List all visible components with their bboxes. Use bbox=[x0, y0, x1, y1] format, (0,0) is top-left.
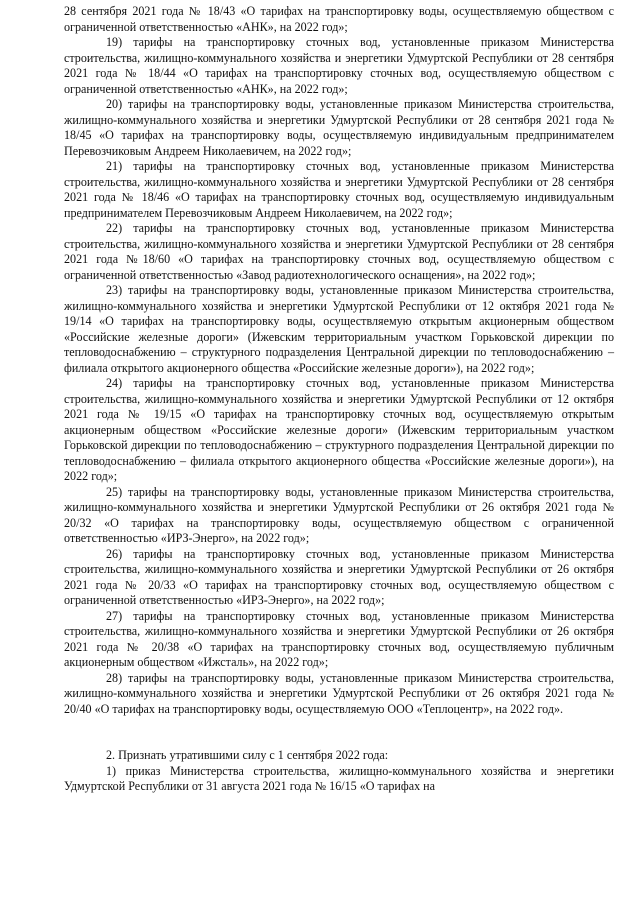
paragraph-item-22: 22) тарифы на транспортировку сточных вод, установленные приказом Министерства строительства, жилищно-коммунального хозяйства и энергетики Удмуртской Республики от 28 сентября 2021 года №18/60 «О тарифах на транспортировку сточных вод, осуществляемую обществом с ограниченной ответственностью «Завод радиотехнологического оснащения», на 2022 год»; bbox=[64, 221, 614, 282]
paragraph-item-19: 19) тарифы на транспортировку сточных вод, установленные приказом Министерства строительства, жилищно-коммунального хозяйства и энергетики Удмуртской Республики от 28 сентября 2021 года № 18/44 «О тарифах на транспортировку сточных вод, осуществляемую обществом с ограниченной ответственностью «АНК», на 2022 год»; bbox=[64, 35, 614, 96]
paragraph-item-20: 20) тарифы на транспортировку воды, установленные приказом Министерства строительства, жилищно-коммунального хозяйства и энергетики Удмуртской Республики от 28 сентября 2021 года № 18/45 «О тарифах на транспортировку воды, осуществляемую индивидуальным предпринимателем Перевозчиковым Андреем Николаевичем, на 2022 год»; bbox=[64, 97, 614, 158]
paragraph-item-26: 26) тарифы на транспортировку сточных вод, установленные приказом Министерства строительства, жилищно-коммунального хозяйства и энергетики Удмуртской Республики от 26 октября 2021 года № 20/33 «О тарифах на транспортировку сточных вод, осуществляемую обществом с ограниченной ответственностью «ИРЗ-Энерго», на 2022 год»; bbox=[64, 546, 614, 607]
section-2-heading: 2. Признать утратившими силу с 1 сентября 2022 года: bbox=[106, 748, 389, 762]
paragraph-item-23: 23) тарифы на транспортировку воды, установленные приказом Министерства строительства, жилищно-коммунального хозяйства и энергетики Удмуртской Республики от 12 октября 2021 года № 19/14 «О тарифах на транспортировку воды, осуществляемую открытым акционерным обществом «Российские железные дороги» (Ижевским территориальным участком Горьковской дирекции по тепловодоснабжению – структурного подразделения Центральной дирекции по тепловодоснабжению – филиала открытого акционерного общества «Российские железные дороги»), на 2022 год»; bbox=[64, 283, 614, 375]
paragraph-item-25: 25) тарифы на транспортировку воды, установленные приказом Министерства строительства, жилищно-коммунального хозяйства и энергетики Удмуртской Республики от 26 октября 2021 года № 20/32 «О тарифах на транспортировку воды, осуществляемую обществом с ограниченной ответственностью «ИРЗ-Энерго», на 2022 год»; bbox=[64, 484, 614, 545]
paragraph-item-21: 21) тарифы на транспортировку сточных вод, установленные приказом Министерства строительства, жилищно-коммунального хозяйства и энергетики Удмуртской Республики от 28 сентября 2021 года № 18/46 «О тарифах на транспортировку сточных вод, осуществляемую индивидуальным предпринимателем Перевозчиковым Андреем Николаевичем, на 2022 год»; bbox=[64, 159, 614, 220]
paragraph-18-continuation: 28 сентября 2021 года № 18/43 «О тарифах на транспортировку воды, осуществляемую обществом с ограниченной ответственностью «АНК», на 2022 год»; bbox=[64, 4, 614, 34]
paragraph-item-24: 24) тарифы на транспортировку сточных вод, установленные приказом Министерства строительства, жилищно-коммунального хозяйства и энергетики Удмуртской Республики от 12 октября 2021 года № 19/15 «О тарифах на транспортировку сточных вод, осуществляемую открытым акционерным обществом «Российские железные дороги» (Ижевским территориальным участком Горьковской дирекции по тепловодоснабжению – структурного подразделения Центральной дирекции по тепловодоснабжению – филиала открытого акционерного общества «Российские железные дороги»), на 2022 год»; bbox=[64, 376, 614, 483]
paragraph-item-27: 27) тарифы на транспортировку сточных вод, установленные приказом Министерства строительства, жилищно-коммунального хозяйства и энергетики Удмуртской Республики от 26 октября 2021 года № 20/38 «О тарифах на транспортировку сточных вод, осуществляемую публичным акционерным обществом «Ижсталь», на 2022 год»; bbox=[64, 608, 614, 669]
section-gap bbox=[64, 717, 614, 748]
section-2-item-1: 1) приказ Министерства строительства, жилищно-коммунального хозяйства и энергетики Удмуртской Республики от 31 августа 2021 года № 16/15 «О тарифах на bbox=[64, 763, 614, 793]
paragraph-item-28: 28) тарифы на транспортировку воды, установленные приказом Министерства строительства, жилищно-коммунального хозяйства и энергетики Удмуртской Республики от 26 октября 2021 года № 20/40 «О тарифах на транспортировку воды, осуществляемую ООО «Теплоцентр», на 2022 год». bbox=[64, 670, 614, 716]
